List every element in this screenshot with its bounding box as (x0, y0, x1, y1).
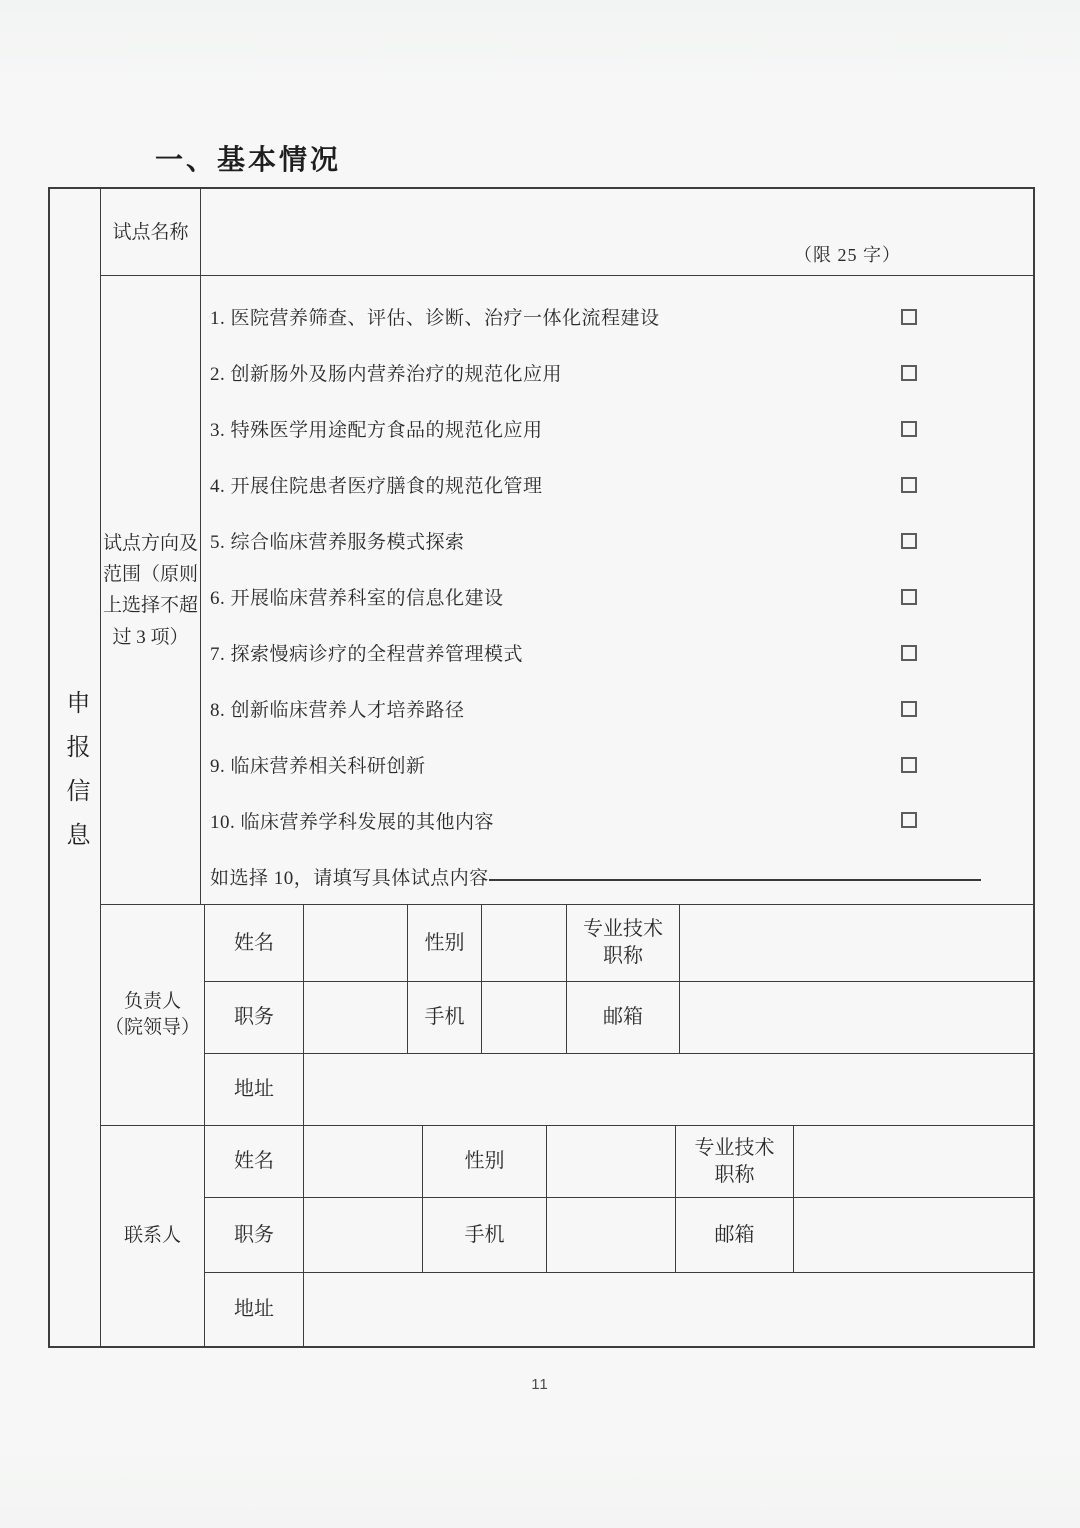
contact-address-label: 地址 (205, 1273, 304, 1346)
contact-gender-value[interactable] (547, 1126, 676, 1198)
leader-section (101, 905, 1033, 1126)
contact-name-value[interactable] (304, 1126, 423, 1198)
direction-checklist (201, 276, 1033, 904)
leader-duty-value[interactable] (304, 982, 408, 1054)
contact-name-label: 姓名 (205, 1126, 304, 1198)
direction-item-3 (201, 415, 1033, 442)
checkbox-item-9[interactable] (901, 757, 917, 773)
direction-item-5 (201, 527, 1033, 554)
page-title: 一、基本情况 (155, 145, 342, 176)
direction-item-label: 1. 医院营养筛查、评估、诊断、治疗一体化流程建设 (210, 308, 660, 330)
checkbox-item-10[interactable] (901, 812, 917, 828)
direction-item-1 (201, 303, 1033, 330)
checkbox-item-1[interactable] (901, 309, 917, 325)
direction-item-label: 3. 特殊医学用途配方食品的规范化应用 (210, 420, 543, 442)
section-side-label: 申报信息 (62, 689, 88, 866)
leader-name-value[interactable] (304, 905, 408, 982)
other-content-line (201, 863, 1033, 890)
leader-label: 负责人 （院领导） (101, 905, 205, 1125)
contact-duty-label: 职务 (205, 1198, 304, 1273)
direction-item-label: 6. 开展临床营养科室的信息化建设 (210, 588, 504, 610)
checkbox-item-6[interactable] (901, 589, 917, 605)
pilot-name-limit-note: （限 25 字） (794, 245, 901, 266)
leader-title-label: 专业技术职称 (567, 905, 680, 982)
page-number: 11 (531, 1376, 549, 1393)
direction-item-label: 4. 开展住院患者医疗膳食的规范化管理 (210, 476, 543, 498)
pilot-name-input-cell[interactable] (201, 189, 1033, 275)
direction-item-2 (201, 359, 1033, 386)
direction-item-label: 5. 综合临床营养服务模式探索 (210, 532, 465, 554)
leader-gender-label: 性别 (408, 905, 482, 982)
direction-item-label: 8. 创新临床营养人才培养路径 (210, 700, 465, 722)
direction-item-4 (201, 471, 1033, 498)
direction-label: 试点方向及范围（原则上选择不超过 3 项） (101, 276, 201, 904)
leader-address-label: 地址 (205, 1054, 304, 1125)
checkbox-item-2[interactable] (901, 365, 917, 381)
leader-phone-label: 手机 (408, 982, 482, 1054)
leader-duty-label: 职务 (205, 982, 304, 1054)
leader-title-value[interactable] (680, 905, 1033, 982)
contact-section (101, 1126, 1033, 1346)
contact-email-label: 邮箱 (676, 1198, 794, 1273)
direction-item-label: 7. 探索慢病诊疗的全程营养管理模式 (210, 644, 524, 666)
contact-address-value[interactable] (304, 1273, 1033, 1346)
contact-phone-label: 手机 (423, 1198, 547, 1273)
leader-gender-value[interactable] (482, 905, 567, 982)
section-side-cell (50, 189, 101, 1346)
direction-item-label: 9. 临床营养相关科研创新 (210, 756, 426, 778)
checkbox-item-4[interactable] (901, 477, 917, 493)
contact-label: 联系人 (101, 1126, 205, 1346)
direction-item-8 (201, 695, 1033, 722)
contact-title-label: 专业技术职称 (676, 1126, 794, 1198)
contact-title-value[interactable] (794, 1126, 1033, 1198)
checkbox-item-5[interactable] (901, 533, 917, 549)
direction-item-10 (201, 807, 1033, 834)
leader-email-value[interactable] (680, 982, 1033, 1054)
direction-item-label: 10. 临床营养学科发展的其他内容 (210, 811, 495, 833)
pilot-name-label: 试点名称 (101, 189, 201, 275)
leader-phone-value[interactable] (482, 982, 567, 1054)
contact-gender-label: 性别 (423, 1126, 547, 1198)
other-content-note: 如选择 10，请填写具体试点内容 (210, 867, 489, 889)
direction-item-label: 2. 创新肠外及肠内营养治疗的规范化应用 (210, 364, 563, 386)
direction-item-6 (201, 583, 1033, 610)
leader-email-label: 邮箱 (567, 982, 680, 1054)
checkbox-item-3[interactable] (901, 421, 917, 437)
leader-address-value[interactable] (304, 1054, 1033, 1125)
leader-name-label: 姓名 (205, 905, 304, 982)
contact-phone-value[interactable] (547, 1198, 676, 1273)
direction-item-9 (201, 751, 1033, 778)
checkbox-item-8[interactable] (901, 701, 917, 717)
contact-duty-value[interactable] (304, 1198, 423, 1273)
application-form-table (48, 187, 1035, 1348)
checkbox-item-7[interactable] (901, 645, 917, 661)
form-content-column (101, 189, 1033, 1346)
contact-email-value[interactable] (794, 1198, 1033, 1273)
direction-item-7 (201, 639, 1033, 666)
other-content-input[interactable] (489, 879, 981, 881)
pilot-name-row (101, 189, 1033, 276)
direction-row (101, 276, 1033, 905)
